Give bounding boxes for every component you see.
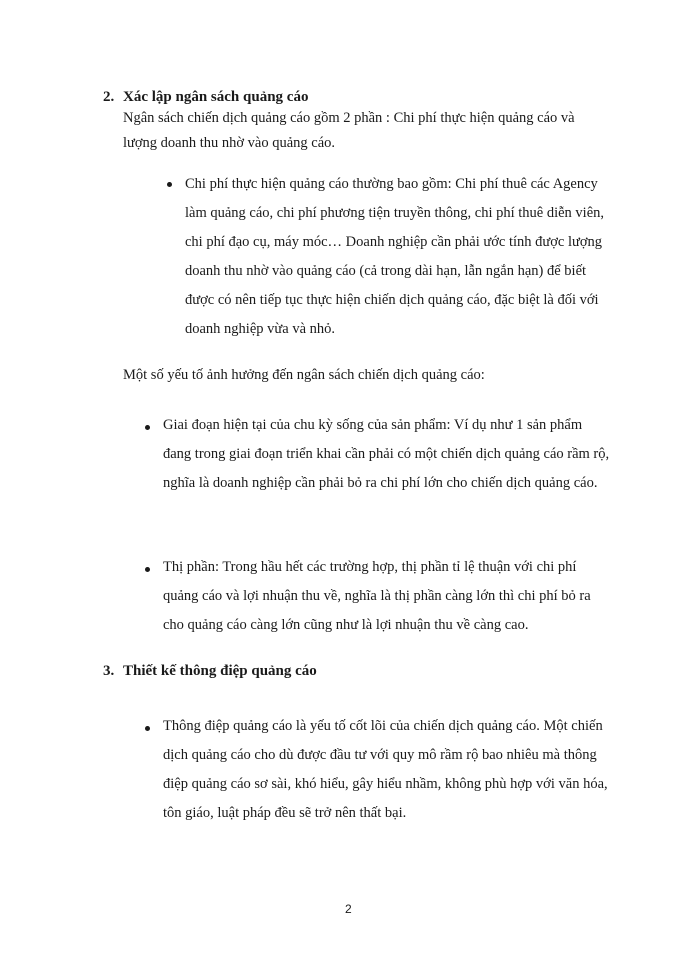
section-3-heading: [103, 663, 317, 680]
section-3-title: Thiết kế thông điệp quảng cáo: [123, 663, 317, 679]
bullet-icon: [145, 567, 150, 572]
section-2-title: Xác lập ngân sách quảng cáo: [123, 89, 309, 105]
factor-1: Giai đoạn hiện tại của chu kỳ sống của sản phẩm: Ví dụ như 1 sản phẩm đang trong giai đoạn triển khai cần phải có một chiến dịch quảng cáo rầm rộ, nghĩa là doanh nghiệp cần phải bỏ ra chi phí lớn cho chiến dịch quảng cáo.: [163, 417, 610, 491]
section-2-intro: Ngân sách chiến dịch quảng cáo gồm 2 phần : Chi phí thực hiện quảng cáo và lượng doanh thu nhờ vào quảng cáo.: [123, 110, 575, 151]
bullet-icon: [145, 425, 150, 430]
factors-intro: Một số yếu tố ảnh hưởng đến ngân sách chiến dịch quảng cáo:: [123, 367, 485, 383]
section-2-bullet-1: Chi phí thực hiện quảng cáo thường bao gồm: Chi phí thuê các Agency làm quảng cáo, chi phí phương tiện truyền thông, chi phí thuê diễn viên, chi phí đạo cụ, máy móc… Doanh nghiệp cần phải ước tính được lượng doanh thu nhờ vào quảng cáo (cả trong dài hạn, lẫn ngắn hạn) để biết được có nên tiếp tục thực hiện chiến dịch quảng cáo, đặc biệt là đối với doanh nghiệp vừa và nhỏ.: [185, 176, 605, 337]
bullet-icon: [145, 726, 150, 731]
factor-2: Thị phần: Trong hầu hết các trường hợp, thị phần tỉ lệ thuận với chi phí quảng cáo và lợi nhuận thu về, nghĩa là thị phần càng lớn thì chi phí bỏ ra cho quảng cáo càng lớn cũng như là lợi nhuận thu về càng cao.: [163, 559, 591, 633]
page-number: 2: [345, 902, 352, 916]
section-2-number: 2.: [103, 89, 115, 105]
bullet-icon: [167, 182, 172, 187]
section-2-heading: [103, 89, 308, 106]
section-3-number: 3.: [103, 663, 115, 679]
section-3-bullet-1: Thông điệp quảng cáo là yếu tố cốt lõi của chiến dịch quảng cáo. Một chiến dịch quảng cáo cho dù được đầu tư với quy mô rầm rộ bao nhiêu mà thông điệp quảng cáo sơ sài, khó hiểu, gây hiểu nhầm, không phù hợp với văn hóa, tôn giáo, luật pháp đều sẽ trở nên thất bại.: [163, 718, 608, 821]
